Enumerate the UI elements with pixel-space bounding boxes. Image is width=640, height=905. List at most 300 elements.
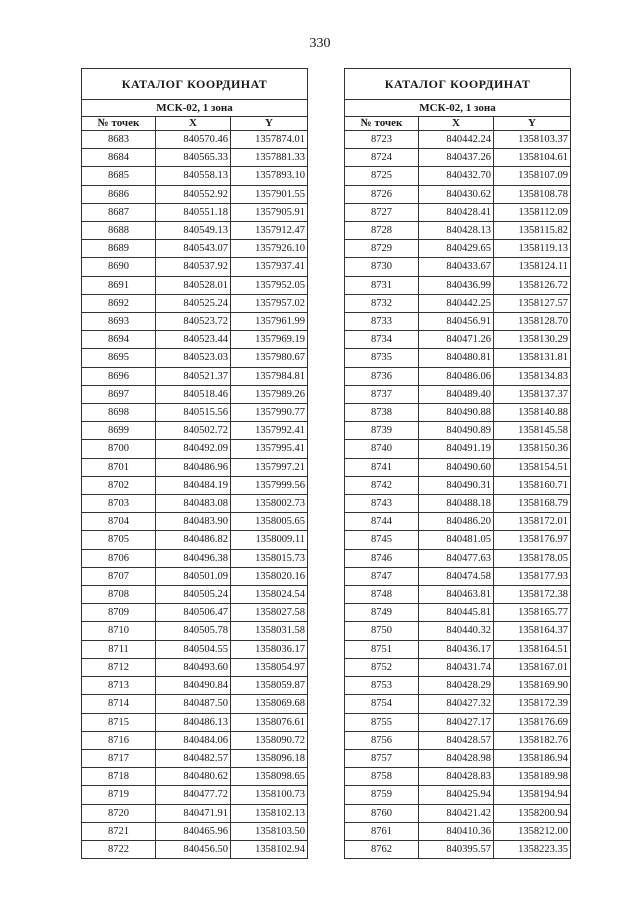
- point-number-cell: 8715: [82, 713, 156, 731]
- x-coordinate-cell: 840395.57: [419, 840, 494, 858]
- table-row: [82, 513, 308, 531]
- table-row: [82, 749, 308, 767]
- table-row: [345, 677, 571, 695]
- y-coordinate-cell: 1358130.29: [494, 331, 571, 349]
- point-number-cell: 8698: [82, 404, 156, 422]
- y-coordinate-cell: 1358164.37: [494, 622, 571, 640]
- x-coordinate-cell: 840490.89: [419, 422, 494, 440]
- point-number-cell: 8701: [82, 458, 156, 476]
- point-number-cell: 8735: [345, 349, 419, 367]
- point-number-cell: 8740: [345, 440, 419, 458]
- point-number-cell: 8754: [345, 695, 419, 713]
- table-row: [82, 713, 308, 731]
- table-row: [345, 404, 571, 422]
- table-row: [82, 531, 308, 549]
- table-row: [82, 804, 308, 822]
- table-row: [345, 713, 571, 731]
- y-coordinate-cell: 1358127.57: [494, 294, 571, 312]
- y-coordinate-cell: 1358124.11: [494, 258, 571, 276]
- point-number-cell: 8693: [82, 313, 156, 331]
- y-coordinate-cell: 1358172.39: [494, 695, 571, 713]
- point-number-cell: 8686: [82, 185, 156, 203]
- y-coordinate-cell: 1358054.97: [231, 658, 308, 676]
- table-row: [82, 677, 308, 695]
- y-coordinate-cell: 1357984.81: [231, 367, 308, 385]
- point-number-cell: 8697: [82, 385, 156, 403]
- point-number-cell: 8762: [345, 840, 419, 858]
- x-coordinate-cell: 840496.38: [156, 549, 231, 567]
- point-number-cell: 8755: [345, 713, 419, 731]
- y-coordinate-cell: 1357912.47: [231, 222, 308, 240]
- table-row: [82, 622, 308, 640]
- point-number-cell: 8703: [82, 495, 156, 513]
- y-coordinate-cell: 1358015.73: [231, 549, 308, 567]
- table-row: [345, 549, 571, 567]
- y-coordinate-cell: 1358176.69: [494, 713, 571, 731]
- table-row: [345, 222, 571, 240]
- y-coordinate-cell: 1358096.18: [231, 749, 308, 767]
- column-header-x: X: [419, 117, 494, 131]
- column-header-x: X: [156, 117, 231, 131]
- point-number-cell: 8749: [345, 604, 419, 622]
- page-number: 330: [309, 36, 331, 51]
- y-coordinate-cell: 1357999.56: [231, 476, 308, 494]
- point-number-cell: 8725: [345, 167, 419, 185]
- y-coordinate-cell: 1358182.76: [494, 731, 571, 749]
- x-coordinate-cell: 840428.13: [419, 222, 494, 240]
- point-number-cell: 8702: [82, 476, 156, 494]
- y-coordinate-cell: 1358002.73: [231, 495, 308, 513]
- y-coordinate-cell: 1357937.41: [231, 258, 308, 276]
- table-row: [345, 385, 571, 403]
- x-coordinate-cell: 840486.82: [156, 531, 231, 549]
- x-coordinate-cell: 840492.09: [156, 440, 231, 458]
- catalog-zone: МСК-02, 1 зона: [82, 100, 308, 117]
- point-number-cell: 8738: [345, 404, 419, 422]
- point-number-cell: 8696: [82, 367, 156, 385]
- table-row: [82, 203, 308, 221]
- x-coordinate-cell: 840523.44: [156, 331, 231, 349]
- x-coordinate-cell: 840436.99: [419, 276, 494, 294]
- table-row: [345, 131, 571, 149]
- y-coordinate-cell: 1358223.35: [494, 840, 571, 858]
- y-coordinate-cell: 1357881.33: [231, 149, 308, 167]
- point-number-cell: 8708: [82, 586, 156, 604]
- y-coordinate-cell: 1357980.67: [231, 349, 308, 367]
- point-number-cell: 8704: [82, 513, 156, 531]
- x-coordinate-cell: 840436.17: [419, 640, 494, 658]
- x-coordinate-cell: 840486.13: [156, 713, 231, 731]
- y-coordinate-cell: 1358020.16: [231, 567, 308, 585]
- y-coordinate-cell: 1358137.37: [494, 385, 571, 403]
- x-coordinate-cell: 840523.03: [156, 349, 231, 367]
- x-coordinate-cell: 840489.40: [419, 385, 494, 403]
- point-number-cell: 8737: [345, 385, 419, 403]
- table-row: [82, 404, 308, 422]
- x-coordinate-cell: 840552.92: [156, 185, 231, 203]
- point-number-cell: 8695: [82, 349, 156, 367]
- x-coordinate-cell: 840428.29: [419, 677, 494, 695]
- point-number-cell: 8744: [345, 513, 419, 531]
- x-coordinate-cell: 840481.05: [419, 531, 494, 549]
- x-coordinate-cell: 840528.01: [156, 276, 231, 294]
- point-number-cell: 8692: [82, 294, 156, 312]
- point-number-cell: 8756: [345, 731, 419, 749]
- y-coordinate-cell: 1358176.97: [494, 531, 571, 549]
- x-coordinate-cell: 840558.13: [156, 167, 231, 185]
- point-number-cell: 8727: [345, 203, 419, 221]
- point-number-cell: 8750: [345, 622, 419, 640]
- y-coordinate-cell: 1358126.72: [494, 276, 571, 294]
- point-number-cell: 8719: [82, 786, 156, 804]
- x-coordinate-cell: 840518.46: [156, 385, 231, 403]
- table-row: [345, 476, 571, 494]
- point-number-cell: 8760: [345, 804, 419, 822]
- table-row: [345, 786, 571, 804]
- table-row: [82, 149, 308, 167]
- y-coordinate-cell: 1358154.51: [494, 458, 571, 476]
- y-coordinate-cell: 1358134.83: [494, 367, 571, 385]
- x-coordinate-cell: 840471.91: [156, 804, 231, 822]
- y-coordinate-cell: 1358102.13: [231, 804, 308, 822]
- table-row: [345, 258, 571, 276]
- y-coordinate-cell: 1358119.13: [494, 240, 571, 258]
- point-number-cell: 8690: [82, 258, 156, 276]
- x-coordinate-cell: 840490.31: [419, 476, 494, 494]
- x-coordinate-cell: 840410.36: [419, 822, 494, 840]
- point-number-cell: 8709: [82, 604, 156, 622]
- table-row: [345, 586, 571, 604]
- point-number-cell: 8694: [82, 331, 156, 349]
- y-coordinate-cell: 1358189.98: [494, 768, 571, 786]
- y-coordinate-cell: 1358172.01: [494, 513, 571, 531]
- table-row: [82, 222, 308, 240]
- x-coordinate-cell: 840465.96: [156, 822, 231, 840]
- column-header-y: Y: [231, 117, 308, 131]
- x-coordinate-cell: 840502.72: [156, 422, 231, 440]
- point-number-cell: 8712: [82, 658, 156, 676]
- point-number-cell: 8753: [345, 677, 419, 695]
- y-coordinate-cell: 1358167.01: [494, 658, 571, 676]
- table-row: [345, 513, 571, 531]
- table-row: [82, 840, 308, 858]
- point-number-cell: 8739: [345, 422, 419, 440]
- x-coordinate-cell: 840428.98: [419, 749, 494, 767]
- point-number-cell: 8688: [82, 222, 156, 240]
- table-row: [82, 313, 308, 331]
- table-row: [82, 768, 308, 786]
- x-coordinate-cell: 840442.25: [419, 294, 494, 312]
- point-number-cell: 8711: [82, 640, 156, 658]
- y-coordinate-cell: 1357990.77: [231, 404, 308, 422]
- y-coordinate-cell: 1358036.17: [231, 640, 308, 658]
- point-number-cell: 8699: [82, 422, 156, 440]
- table-row: [82, 549, 308, 567]
- table-row: [82, 385, 308, 403]
- x-coordinate-cell: 840427.32: [419, 695, 494, 713]
- table-row: [345, 276, 571, 294]
- x-coordinate-cell: 840428.41: [419, 203, 494, 221]
- x-coordinate-cell: 840505.78: [156, 622, 231, 640]
- x-coordinate-cell: 840477.72: [156, 786, 231, 804]
- x-coordinate-cell: 840427.17: [419, 713, 494, 731]
- table-row: [345, 313, 571, 331]
- table-row: [345, 768, 571, 786]
- table-row: [82, 786, 308, 804]
- table-row: [345, 149, 571, 167]
- x-coordinate-cell: 840506.47: [156, 604, 231, 622]
- x-coordinate-cell: 840486.96: [156, 458, 231, 476]
- point-number-cell: 8718: [82, 768, 156, 786]
- x-coordinate-cell: 840537.92: [156, 258, 231, 276]
- y-coordinate-cell: 1358178.05: [494, 549, 571, 567]
- point-number-cell: 8729: [345, 240, 419, 258]
- point-number-cell: 8746: [345, 549, 419, 567]
- table-row: [345, 440, 571, 458]
- y-coordinate-cell: 1358103.50: [231, 822, 308, 840]
- table-row: [82, 422, 308, 440]
- table-row: [345, 749, 571, 767]
- x-coordinate-cell: 840570.46: [156, 131, 231, 149]
- point-number-cell: 8742: [345, 476, 419, 494]
- table-row: [82, 822, 308, 840]
- y-coordinate-cell: 1358177.93: [494, 567, 571, 585]
- x-coordinate-cell: 840437.26: [419, 149, 494, 167]
- table-row: [82, 240, 308, 258]
- x-coordinate-cell: 840521.37: [156, 367, 231, 385]
- x-coordinate-cell: 840440.32: [419, 622, 494, 640]
- y-coordinate-cell: 1357905.91: [231, 203, 308, 221]
- table-row: [345, 495, 571, 513]
- y-coordinate-cell: 1357989.26: [231, 385, 308, 403]
- table-row: [82, 567, 308, 585]
- coordinate-catalog-left: [81, 68, 308, 859]
- x-coordinate-cell: 840483.08: [156, 495, 231, 513]
- table-row: [345, 531, 571, 549]
- x-coordinate-cell: 840490.88: [419, 404, 494, 422]
- x-coordinate-cell: 840501.09: [156, 567, 231, 585]
- column-header-point-number: № точек: [82, 117, 156, 131]
- y-coordinate-cell: 1357926.10: [231, 240, 308, 258]
- table-row: [82, 276, 308, 294]
- y-coordinate-cell: 1358212.00: [494, 822, 571, 840]
- point-number-cell: 8751: [345, 640, 419, 658]
- x-coordinate-cell: 840480.81: [419, 349, 494, 367]
- table-row: [82, 495, 308, 513]
- x-coordinate-cell: 840487.50: [156, 695, 231, 713]
- table-row: [82, 331, 308, 349]
- y-coordinate-cell: 1357961.99: [231, 313, 308, 331]
- x-coordinate-cell: 840463.81: [419, 586, 494, 604]
- y-coordinate-cell: 1357901.55: [231, 185, 308, 203]
- table-row: [345, 658, 571, 676]
- y-coordinate-cell: 1358150.36: [494, 440, 571, 458]
- point-number-cell: 8731: [345, 276, 419, 294]
- point-number-cell: 8748: [345, 586, 419, 604]
- point-number-cell: 8736: [345, 367, 419, 385]
- point-number-cell: 8741: [345, 458, 419, 476]
- x-coordinate-cell: 840490.60: [419, 458, 494, 476]
- y-coordinate-cell: 1358164.51: [494, 640, 571, 658]
- x-coordinate-cell: 840471.26: [419, 331, 494, 349]
- table-row: [345, 185, 571, 203]
- table-row: [82, 640, 308, 658]
- table-row: [345, 804, 571, 822]
- y-coordinate-cell: 1358104.61: [494, 149, 571, 167]
- table-row: [345, 331, 571, 349]
- point-number-cell: 8716: [82, 731, 156, 749]
- table-row: [82, 258, 308, 276]
- x-coordinate-cell: 840442.24: [419, 131, 494, 149]
- table-row: [82, 440, 308, 458]
- x-coordinate-cell: 840484.19: [156, 476, 231, 494]
- x-coordinate-cell: 840505.24: [156, 586, 231, 604]
- table-row: [82, 185, 308, 203]
- table-row: [345, 458, 571, 476]
- x-coordinate-cell: 840523.72: [156, 313, 231, 331]
- y-coordinate-cell: 1358024.54: [231, 586, 308, 604]
- y-coordinate-cell: 1357957.02: [231, 294, 308, 312]
- y-coordinate-cell: 1358107.09: [494, 167, 571, 185]
- point-number-cell: 8730: [345, 258, 419, 276]
- x-coordinate-cell: 840488.18: [419, 495, 494, 513]
- point-number-cell: 8691: [82, 276, 156, 294]
- column-header-point-number: № точек: [345, 117, 419, 131]
- point-number-cell: 8747: [345, 567, 419, 585]
- y-coordinate-cell: 1358059.87: [231, 677, 308, 695]
- point-number-cell: 8761: [345, 822, 419, 840]
- catalog-zone: МСК-02, 1 зона: [345, 100, 571, 117]
- coordinate-catalog-right: [344, 68, 571, 859]
- y-coordinate-cell: 1357997.21: [231, 458, 308, 476]
- y-coordinate-cell: 1358131.81: [494, 349, 571, 367]
- point-number-cell: 8723: [345, 131, 419, 149]
- x-coordinate-cell: 840474.58: [419, 567, 494, 585]
- y-coordinate-cell: 1358098.65: [231, 768, 308, 786]
- table-row: [82, 458, 308, 476]
- point-number-cell: 8757: [345, 749, 419, 767]
- x-coordinate-cell: 840483.90: [156, 513, 231, 531]
- table-row: [345, 640, 571, 658]
- table-row: [82, 349, 308, 367]
- point-number-cell: 8706: [82, 549, 156, 567]
- table-row: [82, 476, 308, 494]
- y-coordinate-cell: 1357893.10: [231, 167, 308, 185]
- y-coordinate-cell: 1358115.82: [494, 222, 571, 240]
- point-number-cell: 8684: [82, 149, 156, 167]
- point-number-cell: 8707: [82, 567, 156, 585]
- point-number-cell: 8758: [345, 768, 419, 786]
- y-coordinate-cell: 1358186.94: [494, 749, 571, 767]
- y-coordinate-cell: 1357952.05: [231, 276, 308, 294]
- table-row: [345, 622, 571, 640]
- x-coordinate-cell: 840482.57: [156, 749, 231, 767]
- table-row: [345, 840, 571, 858]
- x-coordinate-cell: 840477.63: [419, 549, 494, 567]
- point-number-cell: 8720: [82, 804, 156, 822]
- y-coordinate-cell: 1358090.72: [231, 731, 308, 749]
- column-header-y: Y: [494, 117, 571, 131]
- table-row: [82, 586, 308, 604]
- x-coordinate-cell: 840445.81: [419, 604, 494, 622]
- table-row: [345, 422, 571, 440]
- catalog-title: КАТАЛОГ КООРДИНАТ: [345, 69, 571, 100]
- x-coordinate-cell: 840456.50: [156, 840, 231, 858]
- point-number-cell: 8717: [82, 749, 156, 767]
- x-coordinate-cell: 840515.56: [156, 404, 231, 422]
- point-number-cell: 8705: [82, 531, 156, 549]
- point-number-cell: 8726: [345, 185, 419, 203]
- y-coordinate-cell: 1358102.94: [231, 840, 308, 858]
- y-coordinate-cell: 1358108.78: [494, 185, 571, 203]
- x-coordinate-cell: 840493.60: [156, 658, 231, 676]
- y-coordinate-cell: 1358112.09: [494, 203, 571, 221]
- table-row: [345, 203, 571, 221]
- x-coordinate-cell: 840549.13: [156, 222, 231, 240]
- y-coordinate-cell: 1358145.58: [494, 422, 571, 440]
- point-number-cell: 8759: [345, 786, 419, 804]
- table-row: [345, 294, 571, 312]
- point-number-cell: 8734: [345, 331, 419, 349]
- y-coordinate-cell: 1358005.65: [231, 513, 308, 531]
- point-number-cell: 8685: [82, 167, 156, 185]
- y-coordinate-cell: 1358160.71: [494, 476, 571, 494]
- point-number-cell: 8700: [82, 440, 156, 458]
- point-number-cell: 8714: [82, 695, 156, 713]
- table-row: [345, 731, 571, 749]
- x-coordinate-cell: 840486.20: [419, 513, 494, 531]
- x-coordinate-cell: 840421.42: [419, 804, 494, 822]
- x-coordinate-cell: 840430.62: [419, 185, 494, 203]
- point-number-cell: 8689: [82, 240, 156, 258]
- y-coordinate-cell: 1358009.11: [231, 531, 308, 549]
- point-number-cell: 8683: [82, 131, 156, 149]
- point-number-cell: 8710: [82, 622, 156, 640]
- point-number-cell: 8743: [345, 495, 419, 513]
- table-row: [82, 658, 308, 676]
- x-coordinate-cell: 840432.70: [419, 167, 494, 185]
- table-row: [82, 167, 308, 185]
- table-row: [345, 567, 571, 585]
- table-row: [345, 167, 571, 185]
- y-coordinate-cell: 1358165.77: [494, 604, 571, 622]
- y-coordinate-cell: 1357969.19: [231, 331, 308, 349]
- point-number-cell: 8722: [82, 840, 156, 858]
- x-coordinate-cell: 840428.57: [419, 731, 494, 749]
- y-coordinate-cell: 1357995.41: [231, 440, 308, 458]
- x-coordinate-cell: 840543.07: [156, 240, 231, 258]
- x-coordinate-cell: 840491.19: [419, 440, 494, 458]
- y-coordinate-cell: 1358069.68: [231, 695, 308, 713]
- x-coordinate-cell: 840480.62: [156, 768, 231, 786]
- x-coordinate-cell: 840490.84: [156, 677, 231, 695]
- catalog-title: КАТАЛОГ КООРДИНАТ: [82, 69, 308, 100]
- x-coordinate-cell: 840425.94: [419, 786, 494, 804]
- y-coordinate-cell: 1357874.01: [231, 131, 308, 149]
- y-coordinate-cell: 1358140.88: [494, 404, 571, 422]
- x-coordinate-cell: 840525.24: [156, 294, 231, 312]
- table-row: [82, 604, 308, 622]
- table-row: [82, 731, 308, 749]
- table-row: [82, 294, 308, 312]
- x-coordinate-cell: 840433.67: [419, 258, 494, 276]
- x-coordinate-cell: 840429.65: [419, 240, 494, 258]
- point-number-cell: 8745: [345, 531, 419, 549]
- table-row: [345, 367, 571, 385]
- point-number-cell: 8732: [345, 294, 419, 312]
- table-row: [345, 349, 571, 367]
- point-number-cell: 8728: [345, 222, 419, 240]
